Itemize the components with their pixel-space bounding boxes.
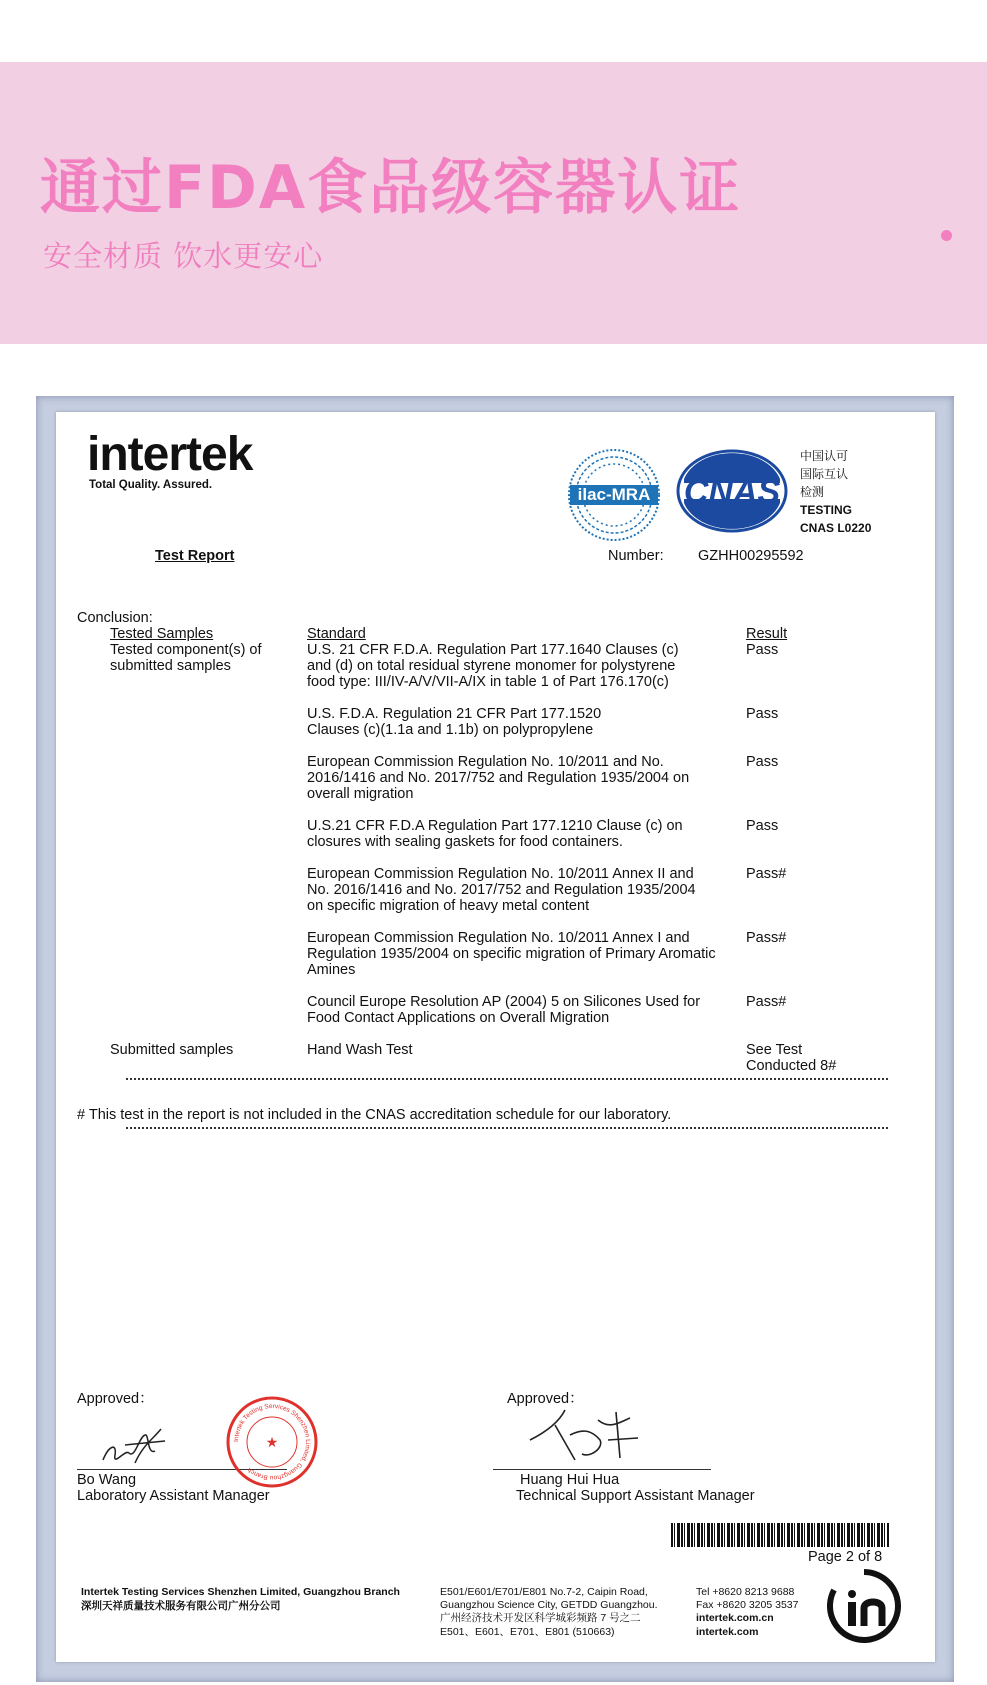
tested-component-line: submitted samples (110, 658, 231, 674)
intertek-logo: intertek (87, 428, 253, 481)
approver-title: Laboratory Assistant Manager (77, 1488, 270, 1504)
approver-title: Technical Support Assistant Manager (516, 1488, 755, 1504)
result-cell: Pass# (746, 866, 787, 882)
ilac-mra-badge (566, 447, 662, 543)
standard-line: No. 2016/1416 and No. 2017/752 and Regulation 1935/2004 (307, 882, 696, 898)
header-standard: Standard (307, 626, 366, 642)
result-cell: Pass (746, 642, 779, 658)
footer-address-line: E501、E601、E701、E801 (510663) (440, 1626, 615, 1638)
approved-label: Approved： (507, 1391, 584, 1407)
result-cell: See Test (746, 1042, 803, 1058)
asterisk-divider (125, 1126, 888, 1130)
standard-line: overall migration (307, 786, 414, 802)
cnas-badge (676, 449, 788, 533)
standard-line: European Commission Regulation No. 10/2011 Annex I and (307, 930, 690, 946)
submitted-samples-label: Submitted samples (110, 1042, 234, 1058)
tested-component-line: Tested component(s) of (110, 642, 262, 658)
report-title: Test Report (155, 548, 235, 564)
signature-bo-wang (95, 1415, 175, 1475)
standard-line: Regulation 1935/2004 on specific migration of Primary Aromatic (307, 946, 716, 962)
report-number: GZHH00295592 (698, 548, 804, 564)
footer-tel: Tel +8620 8213 9688 (696, 1586, 795, 1598)
approver-name: Huang Hui Hua (520, 1472, 620, 1488)
standard-line: U.S.21 CFR F.D.A Regulation Part 177.1210 Clause (c) on (307, 818, 683, 834)
cn-line-1: 中国认可 (800, 449, 849, 463)
footer-fax: Fax +8620 3205 3537 (696, 1599, 799, 1611)
decorative-dot (941, 230, 952, 241)
logo-tagline: Total Quality. Assured. (89, 479, 213, 491)
signature-huang-hui-hua (520, 1400, 650, 1470)
result-cell: Pass (746, 818, 779, 834)
standard-line: on specific migration of heavy metal content (307, 898, 590, 914)
result-cell: Pass (746, 706, 779, 722)
hand-wash-test: Hand Wash Test (307, 1042, 413, 1058)
asterisk-divider (125, 1077, 888, 1081)
page-number: Page 2 of 8 (808, 1549, 883, 1565)
number-label: Number: (608, 548, 664, 564)
accreditation-text (800, 447, 871, 537)
footer-address-line: E501/E601/E701/E801 No.7-2, Caipin Road, (440, 1586, 648, 1598)
approved-label: Approved： (77, 1391, 154, 1407)
standard-line: European Commission Regulation No. 10/2011 and No. (307, 754, 664, 770)
signature-line (493, 1469, 711, 1470)
standard-line: European Commission Regulation No. 10/2011 Annex II and (307, 866, 694, 882)
result-cell: Pass# (746, 930, 787, 946)
footer-company-en: Intertek Testing Services Shenzhen Limited, Guangzhou Branch (81, 1586, 400, 1598)
ilac-label: ilac-MRA (577, 485, 651, 504)
result-cell: Pass (746, 754, 779, 770)
standard-line: U.S. 21 CFR F.D.A. Regulation Part 177.1640 Clauses (c) (307, 642, 679, 658)
intertek-circle-icon (826, 1568, 902, 1644)
banner-title: 通过FDA食品级容器认证 (40, 153, 742, 223)
approver-name: Bo Wang (77, 1472, 137, 1488)
cnas-footnote: # This test in the report is not included in the CNAS accreditation schedule for our laboratory. (77, 1107, 672, 1123)
result-cell: Pass# (746, 994, 787, 1010)
footer-website: intertek.com.cn (696, 1612, 774, 1624)
barcode (671, 1523, 889, 1547)
standard-line: closures with sealing gaskets for food containers. (307, 834, 623, 850)
footer-company-cn: 深圳天祥质量技术服务有限公司广州分公司 (81, 1600, 281, 1612)
standard-line: Council Europe Resolution AP (2004) 5 on Silicones Used for (307, 994, 701, 1010)
cn-line-2: 国际互认 (800, 467, 849, 481)
header-samples: Tested Samples (110, 626, 214, 642)
footer-address-line: Guangzhou Science City, GETDD Guangzhou. (440, 1599, 658, 1611)
cnas-code: CNAS L0220 (800, 521, 872, 535)
standard-line: 2016/1416 and No. 2017/752 and Regulation 1935/2004 on (307, 770, 690, 786)
footer-address-line: 广州经济技术开发区科学城彩频路 7 号之二 (440, 1612, 641, 1624)
testing-label: TESTING (800, 503, 853, 517)
cn-line-3: 检测 (800, 485, 825, 499)
header-result: Result (746, 626, 788, 642)
svg-text:★: ★ (265, 1434, 279, 1450)
conclusion-label: Conclusion: (77, 610, 153, 626)
standard-line: U.S. F.D.A. Regulation 21 CFR Part 177.1520 (307, 706, 602, 722)
standard-line: Amines (307, 962, 356, 978)
cnas-label: CNAS (683, 473, 781, 511)
company-stamp (225, 1395, 319, 1489)
svg-text:Intertek Testing Services Shen: Intertek Testing Services Shenzhen Limited, Guangzhou Branch (232, 1402, 312, 1482)
standard-line: and (d) on total residual styrene monomer for polystyrene (307, 658, 676, 674)
standard-line: food type: III/IV-A/V/VII-A/IX in table 1 of Part 176.170(c) (307, 674, 669, 690)
standard-line: Clauses (c)(1.1a and 1.1b) on polypropylene (307, 722, 594, 738)
banner-subtitle: 安全材质 饮水更安心 (43, 239, 324, 273)
standard-line: Food Contact Applications on Overall Migration (307, 1010, 610, 1026)
result-cell: Conducted 8# (746, 1058, 837, 1074)
header-banner (0, 62, 987, 344)
certificate-paper (56, 412, 935, 1662)
footer-website: intertek.com (696, 1626, 759, 1638)
